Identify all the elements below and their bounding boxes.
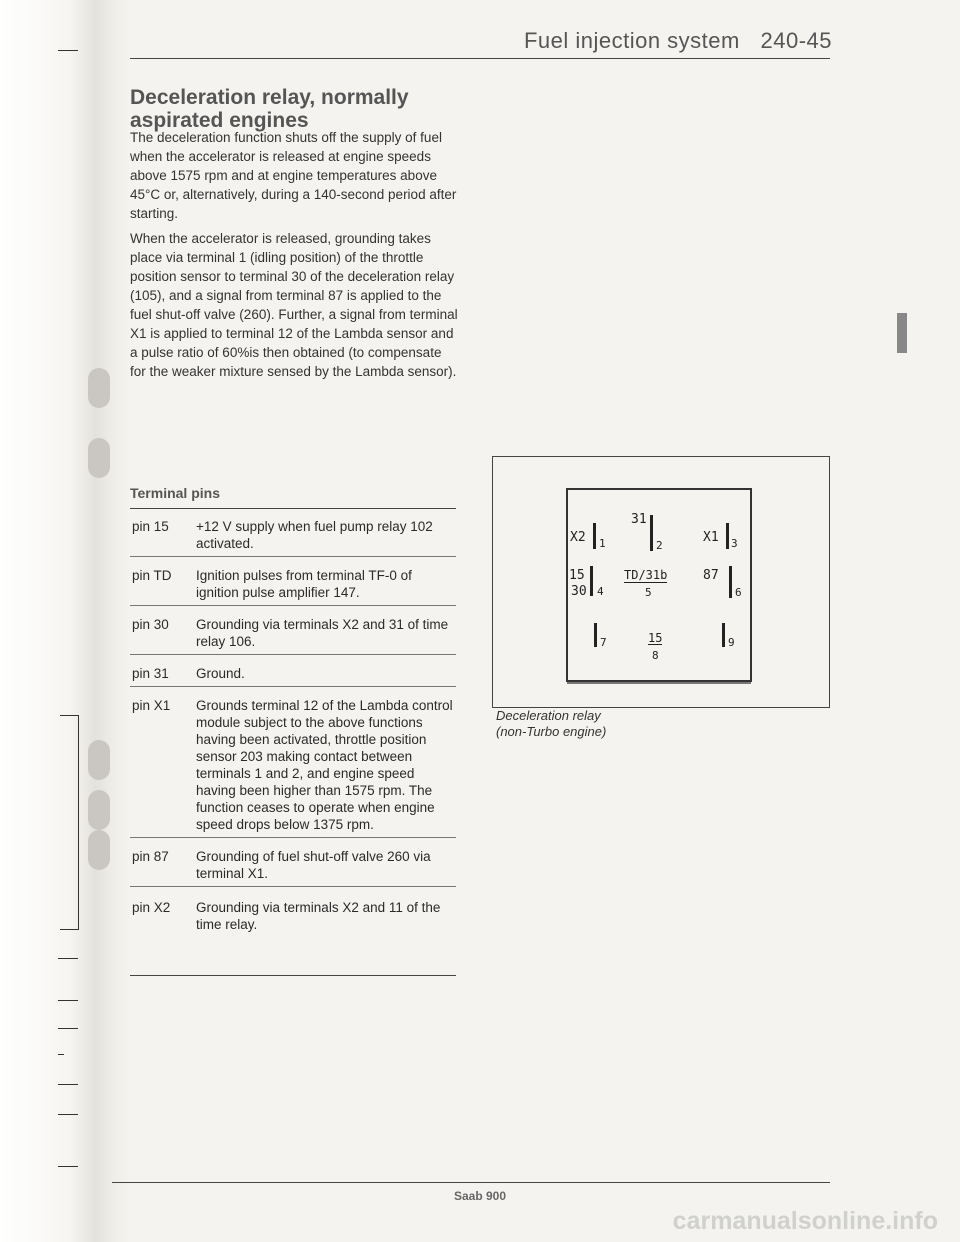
page-header xyxy=(510,28,832,54)
paragraph: The deceleration function shuts off the supply of fuel when the accelerator is released at engine speeds above 1575 rpm and at engine temperatures above 45°C or, alternatively, during a 140-second period after starting. xyxy=(130,130,457,221)
binder-hole xyxy=(88,830,110,870)
pin-label: pin 30 xyxy=(132,617,169,632)
terminal-pin xyxy=(729,566,732,598)
watermark: carmanualsonline.info xyxy=(672,1207,938,1235)
terminal-number: 3 xyxy=(731,537,738,550)
terminal-pin xyxy=(722,623,725,647)
terminal-label: 87 xyxy=(703,568,719,583)
margin-mark xyxy=(58,1084,78,1085)
terminal-label: 15 xyxy=(648,631,663,645)
relay-diagram xyxy=(566,488,752,682)
page-number: 240-45 xyxy=(760,28,832,53)
table-bottom-rule xyxy=(130,975,456,976)
terminal-number: 5 xyxy=(645,586,652,599)
pin-label: pin TD xyxy=(132,568,172,583)
terminal-number: 7 xyxy=(600,636,607,649)
caption-line: (non-Turbo engine) xyxy=(496,724,607,739)
margin-mark xyxy=(58,1028,78,1029)
page-footer: Saab 900 xyxy=(453,1189,507,1203)
terminal-pin xyxy=(650,515,653,551)
figure-caption xyxy=(496,708,606,740)
terminal-number: 9 xyxy=(728,636,735,649)
terminal-label: X2 xyxy=(570,530,586,545)
caption-line: Deceleration relay xyxy=(496,708,601,723)
terminal-pins-title: Terminal pins xyxy=(130,485,220,501)
terminal-number: 1 xyxy=(599,537,606,550)
pin-label: pin 87 xyxy=(132,849,169,864)
terminal-label: X1 xyxy=(703,530,719,545)
terminal-label: 15 xyxy=(569,568,585,583)
paragraph: When the accelerator is released, grounding takes place via terminal 1 (idling position) of the throttle position sensor to terminal 30 of the deceleration relay (105), and a signal from terminal 87 is applied to the fuel shut-off valve (260). Further, a signal from terminal X1 is applied to terminal 12 of the Lambda sensor and a pulse ratio of 60%is then obtained (to compensate for the weaker mixture sensed by the Lambda sensor). xyxy=(130,231,458,379)
pin-label: pin 15 xyxy=(132,519,169,534)
pin-description: Grounds terminal 12 of the Lambda control module subject to the above functions having been activated, throttle position sensor 203 making contact between terminals 1 and 2, and engine speed having been higher than 1575 rpm. The function ceases to operate when engine speed drops below 1375 rpm. xyxy=(196,698,453,832)
pin-description: +12 V supply when fuel pump relay 102 activated. xyxy=(196,519,433,551)
terminal-pin xyxy=(593,523,596,549)
margin-mark xyxy=(58,50,78,51)
terminal-pin xyxy=(590,566,593,596)
margin-mark xyxy=(58,1054,64,1055)
margin-bracket xyxy=(60,715,79,930)
table-row xyxy=(130,508,456,557)
binder-hole xyxy=(88,790,110,830)
terminal-pin xyxy=(594,623,597,647)
terminal-pins-table xyxy=(130,508,456,937)
table-row xyxy=(130,838,456,887)
table-row xyxy=(130,687,456,838)
footer-rule xyxy=(112,1182,830,1183)
pin-description: Grounding via terminals X2 and 11 of the time relay. xyxy=(196,900,441,932)
binder-hole xyxy=(88,740,110,780)
page-binding-shadow xyxy=(0,0,130,1242)
pin-description: Ground. xyxy=(196,666,245,681)
article-heading: Deceleration relay, normally aspirated engines xyxy=(130,86,409,132)
terminal-label: TD/31b xyxy=(624,568,668,582)
table-row xyxy=(130,557,456,606)
terminal-label: 31 xyxy=(631,512,647,527)
terminal-label: 30 xyxy=(571,584,587,599)
pin-description: Grounding via terminals X2 and 31 of time relay 106. xyxy=(196,617,449,649)
pin-description: Grounding of fuel shut-off valve 260 via terminal X1. xyxy=(196,849,431,881)
pin-label: pin X1 xyxy=(132,698,171,713)
terminal-number: 8 xyxy=(652,649,659,662)
terminal-pin xyxy=(726,523,729,549)
binder-hole xyxy=(88,438,110,478)
terminal-number: 6 xyxy=(735,586,742,599)
margin-mark xyxy=(58,1166,78,1167)
pin-description: Ignition pulses from terminal TF-0 of ignition pulse amplifier 147. xyxy=(196,568,412,600)
article-body xyxy=(130,128,460,387)
margin-mark xyxy=(58,958,78,959)
margin-mark xyxy=(58,1000,78,1001)
terminal-number: 2 xyxy=(656,539,663,552)
page-edge-marker xyxy=(897,313,907,353)
table-row xyxy=(130,887,456,937)
header-rule xyxy=(130,58,830,59)
binder-hole xyxy=(88,368,110,408)
terminal-number: 4 xyxy=(597,585,604,598)
margin-mark xyxy=(58,1114,78,1115)
pin-label: pin 31 xyxy=(132,666,169,681)
pin-label: pin X2 xyxy=(132,900,171,915)
table-row xyxy=(130,606,456,655)
section-title: Fuel injection system xyxy=(523,28,740,53)
table-row xyxy=(130,655,456,687)
